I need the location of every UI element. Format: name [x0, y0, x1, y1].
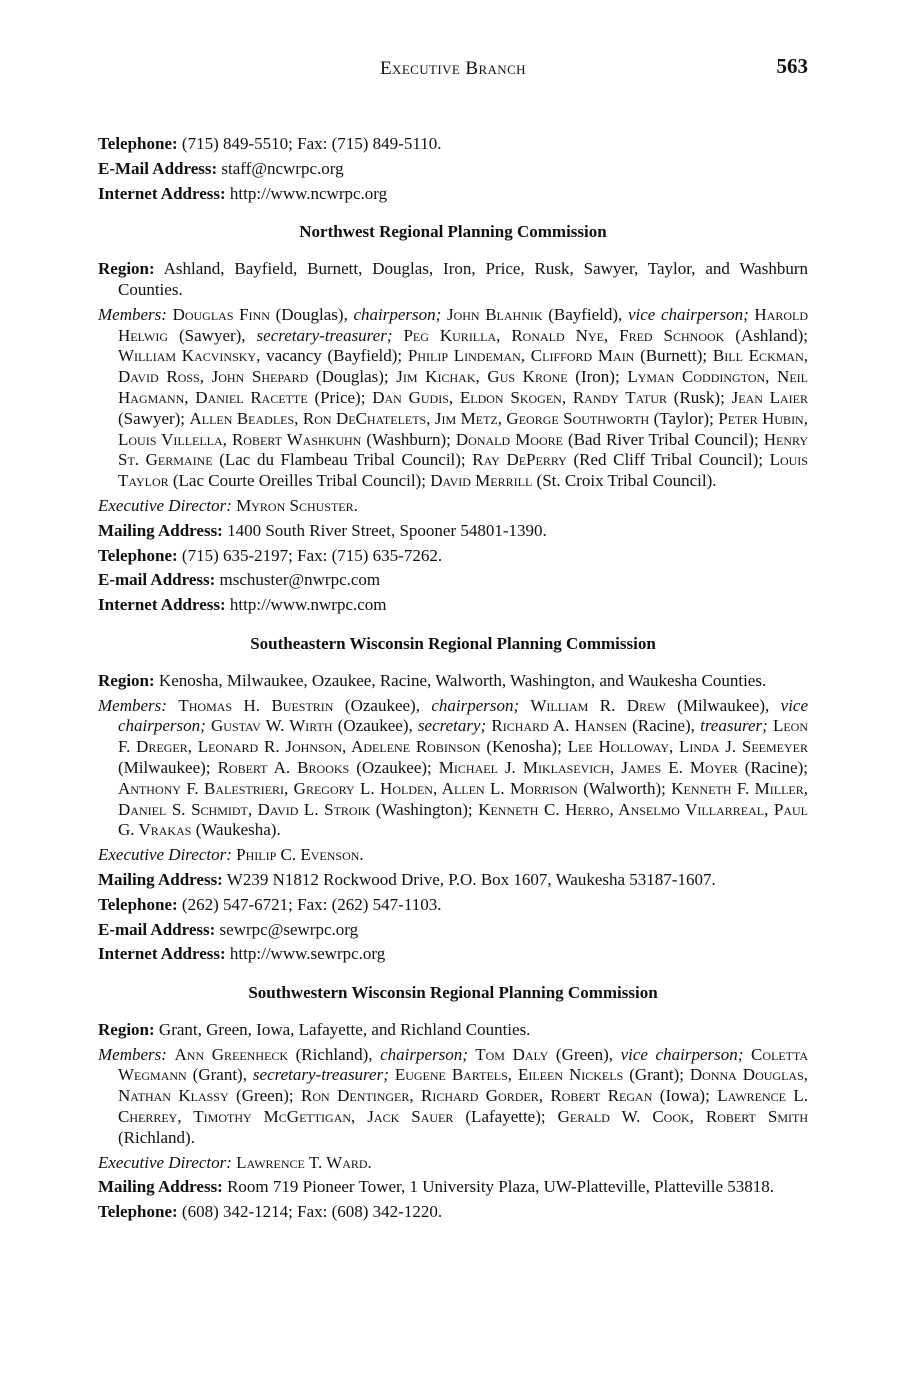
email-value: mschuster@nwrpc.com — [219, 570, 381, 590]
member-text: (Racine), — [626, 716, 701, 736]
member-name: Eugene Bartels, Eileen Nickels — [388, 1065, 624, 1085]
member-text: (Bad River Tribal Council); — [562, 429, 764, 449]
member-name: Lawrence L. Cherrey, Timothy McGettigan, Jack Sauer — [118, 1086, 809, 1127]
member-name: Leon F. Dreger, Leonard R. Johnson, Adelene Robinson — [118, 716, 808, 757]
region-entry — [98, 259, 808, 301]
internet-label: Internet Address: — [98, 595, 226, 615]
internet-value: http://www.nwrpc.com — [229, 595, 387, 615]
director-name: Lawrence T. Ward. — [236, 1152, 372, 1172]
member-role: secretary-treasurer; — [252, 1065, 389, 1085]
member-text: (Iowa); — [652, 1086, 718, 1106]
member-text: (Sawyer); — [118, 408, 190, 428]
telephone-entry — [98, 895, 808, 916]
member-name: Donald Moore — [455, 429, 563, 449]
member-text: (Taylor); — [649, 408, 719, 428]
member-name: Lee Holloway, Linda J. Seemeyer — [567, 737, 809, 757]
member-text: (Washburn); — [361, 429, 456, 449]
telephone-value: (715) 635-2197; Fax: (715) 635-7262. — [181, 545, 443, 565]
telephone-label: Telephone: — [98, 134, 178, 153]
members-entry — [98, 305, 808, 492]
mailing-value: 1400 South River Street, Spooner 54801-1390. — [227, 520, 547, 540]
member-name: Donna Douglas, Nathan Klassy — [118, 1065, 808, 1106]
member-text: (Burnett); — [634, 346, 713, 366]
member-name: Gerald W. Cook, Robert Smith — [557, 1107, 809, 1127]
member-name: Allen Beadles, Ron DeChatelets, Jim Metz, George Southworth — [189, 408, 650, 428]
northwest-section — [98, 222, 808, 616]
page-number: 563 — [776, 54, 808, 78]
email-entry — [98, 159, 808, 180]
member-name: Peg Kurilla, Ronald Nye, Fred Schnook — [392, 325, 725, 345]
member-text: (Kenosha); — [480, 737, 568, 757]
member-name: Jim Kichak, Gus Krone — [396, 367, 568, 387]
director-label: Executive Director: — [98, 1152, 232, 1172]
member-name: Louis Taylor — [118, 450, 808, 491]
member-text: (Ozaukee), — [333, 695, 432, 715]
member-name: Douglas Finn — [172, 304, 270, 324]
member-name: Philip Lindeman, Clifford Main — [407, 346, 635, 366]
member-text: (Iron); — [567, 367, 628, 387]
member-name: Harold Helwig — [118, 304, 809, 345]
region-label: Region: — [98, 259, 155, 279]
email-entry — [98, 920, 808, 941]
member-text: (St. Croix Tribal Council). — [532, 471, 717, 491]
director-label: Executive Director: — [98, 495, 232, 515]
director-name: Philip C. Evenson. — [236, 845, 364, 865]
region-value: Kenosha, Milwaukee, Ozaukee, Racine, Walworth, Washington, and Waukesha Counties. — [158, 670, 767, 690]
member-text: (Lac du Flambeau Tribal Council); — [212, 450, 473, 470]
running-title: Executive Branch — [380, 58, 526, 79]
member-text: (Ashland); — [724, 325, 808, 345]
member-text: (Lac Courte Oreilles Tribal Council); — [168, 471, 431, 491]
telephone-label: Telephone: — [98, 894, 178, 914]
southeastern-section — [98, 634, 808, 965]
member-role: vice chairperson; — [118, 695, 809, 736]
email-value: sewrpc@sewrpc.org — [219, 919, 359, 939]
internet-label: Internet Address: — [98, 944, 226, 964]
member-name: Bill Eckman, David Ross, John Shepard — [118, 346, 808, 387]
telephone-entry — [98, 546, 808, 567]
top-contact-block — [98, 134, 808, 204]
member-text: (Douglas), — [269, 304, 354, 324]
member-name: Coletta Wegmann — [118, 1044, 809, 1085]
member-text: (Richland). — [118, 1127, 195, 1147]
member-text: (Waukesha). — [191, 820, 281, 840]
member-name: David Merrill — [430, 471, 533, 491]
member-role: secretary; — [417, 716, 487, 736]
email-label: E-mail Address: — [98, 919, 216, 939]
section-heading: Southwestern Wisconsin Regional Planning Commission — [248, 983, 658, 1003]
member-name: Richard A. Hansen — [486, 716, 627, 736]
members-entry — [98, 1045, 808, 1149]
member-name: Gustav W. Wirth — [205, 716, 333, 736]
member-text: (Grant), — [186, 1065, 253, 1085]
member-text: (Walworth); — [577, 778, 672, 798]
member-name: Jean Laier — [731, 387, 809, 407]
internet-entry — [98, 595, 808, 616]
member-text: (Lafayette); — [453, 1107, 558, 1127]
email-label: E-mail Address: — [98, 570, 216, 590]
mailing-label: Mailing Address: — [98, 1177, 223, 1197]
member-name: William R. Drew — [519, 695, 666, 715]
member-name: Thomas H. Buestrin — [178, 695, 334, 715]
section-heading: Southeastern Wisconsin Regional Planning Commission — [250, 633, 656, 653]
members-entry — [98, 696, 808, 842]
internet-value: http://www.ncwrpc.org — [229, 183, 388, 203]
telephone-value: (262) 547-6721; Fax: (262) 547-1103. — [181, 894, 442, 914]
member-role: vice chairperson; — [620, 1044, 744, 1064]
member-name: Ron Dentinger, Richard Gorder, Robert Regan — [301, 1086, 653, 1106]
internet-entry — [98, 184, 808, 205]
members-label: Members: — [98, 304, 167, 324]
region-label: Region: — [98, 1019, 155, 1039]
director-entry — [98, 1153, 808, 1174]
internet-value: http://www.sewrpc.org — [229, 944, 386, 964]
member-text: (Rusk); — [667, 387, 732, 407]
director-entry — [98, 496, 808, 517]
email-value: staff@ncwrpc.org — [221, 158, 344, 178]
internet-entry — [98, 944, 808, 965]
member-name: Lyman Coddington, Neil Hagmann, Daniel Racette — [118, 367, 808, 407]
region-entry — [98, 1020, 808, 1041]
member-name: Dan Gudis, Eldon Skogen, Randy Tatur — [372, 387, 668, 407]
member-text: (Red Cliff Tribal Council); — [566, 450, 770, 470]
mailing-label: Mailing Address: — [98, 520, 223, 540]
member-name: John Blahnik — [441, 304, 543, 324]
director-entry — [98, 845, 808, 866]
member-text: (Douglas); — [308, 367, 397, 387]
telephone-entry — [98, 1202, 808, 1223]
member-name: Michael J. Miklasevich, James E. Moyer — [438, 757, 738, 777]
telephone-label: Telephone: — [98, 545, 178, 565]
director-label: Executive Director: — [98, 845, 232, 865]
member-text: (Price); — [307, 387, 373, 407]
member-text: (Washington); — [370, 799, 479, 819]
mailing-label: Mailing Address: — [98, 869, 223, 889]
member-name: Ray DePerry — [472, 450, 567, 470]
member-role: chairperson; — [380, 1044, 468, 1064]
member-text: vacancy (Bayfield); — [260, 346, 408, 366]
running-head — [98, 54, 808, 84]
telephone-value: (608) 342-1214; Fax: (608) 342-1220. — [181, 1202, 443, 1222]
telephone-value: (715) 849-5510; Fax: (715) 849-5110. — [181, 134, 442, 153]
southwestern-section — [98, 983, 808, 1223]
director-name: Myron Schuster. — [236, 495, 358, 515]
member-text: (Sawyer), — [168, 325, 257, 345]
region-value: Grant, Green, Iowa, Lafayette, and Richland Counties. — [158, 1019, 531, 1039]
member-text: (Bayfield), — [542, 304, 628, 324]
telephone-entry — [98, 134, 808, 155]
member-text: (Grant); — [623, 1065, 690, 1085]
member-role: treasurer; — [700, 716, 768, 736]
email-entry — [98, 570, 808, 591]
member-text: (Green), — [548, 1044, 621, 1064]
mailing-entry — [98, 870, 808, 891]
member-role: vice chairperson; — [627, 304, 749, 324]
member-text: (Racine); — [737, 757, 808, 777]
member-role: chairperson; — [353, 304, 442, 324]
document-page — [98, 54, 808, 1223]
member-name: William Kacvinsky, — [118, 346, 261, 366]
member-text: (Milwaukee); — [118, 757, 218, 777]
members-label: Members: — [98, 1044, 167, 1064]
member-name: Anthony F. Balestrieri, Gregory L. Holden, Allen L. Morrison — [118, 778, 578, 798]
mailing-value: Room 719 Pioneer Tower, 1 University Plaza, UW-Platteville, Platteville 53818. — [227, 1177, 775, 1197]
mailing-value: W239 N1812 Rockwood Drive, P.O. Box 1607, Waukesha 53187-1607. — [226, 869, 716, 889]
member-name: Robert A. Brooks — [217, 757, 350, 777]
member-name: Peter Hubin, Louis Villella, Robert Washkuhn — [118, 408, 808, 449]
region-value: Ashland, Bayfield, Burnett, Douglas, Iron, Price, Rusk, Sawyer, Taylor, and Washburn Counties. — [118, 259, 808, 299]
telephone-label: Telephone: — [98, 1202, 178, 1222]
member-text: (Milwaukee), — [665, 695, 781, 715]
mailing-entry — [98, 521, 808, 542]
internet-label: Internet Address: — [98, 183, 226, 203]
section-heading: Northwest Regional Planning Commission — [299, 222, 607, 242]
member-name: Kenneth F. Miller, Daniel S. Schmidt, David L. Stroik — [118, 778, 808, 819]
member-text: (Green); — [228, 1086, 302, 1106]
member-text: (Richland), — [288, 1044, 381, 1064]
email-label: E-Mail Address: — [98, 158, 218, 178]
member-name: Kenneth C. Herro, Anselmo Villarreal, Paul G. Vrakas — [118, 799, 809, 840]
member-name: Tom Daly — [467, 1044, 549, 1064]
members-label: Members: — [98, 695, 167, 715]
region-entry — [98, 671, 808, 692]
member-text: (Ozaukee), — [332, 716, 418, 736]
region-label: Region: — [98, 670, 155, 690]
member-name: Henry St. Germaine — [118, 429, 808, 470]
member-role: chairperson; — [431, 695, 520, 715]
member-text: (Ozaukee); — [349, 757, 439, 777]
member-role: secretary-treasurer; — [256, 325, 393, 345]
member-name: Ann Greenheck — [174, 1044, 288, 1064]
mailing-entry — [98, 1177, 808, 1198]
